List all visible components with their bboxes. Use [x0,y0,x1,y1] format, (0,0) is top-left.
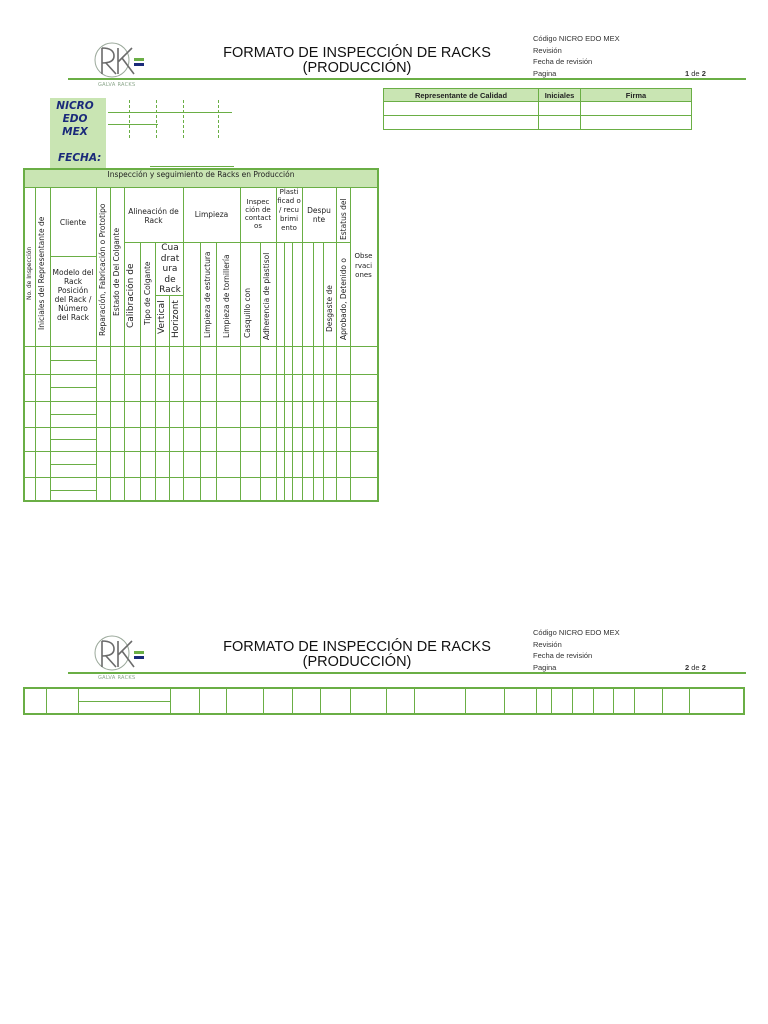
header-despunte: Despu nte [307,206,331,224]
grid-line [634,689,635,713]
grid-line [169,295,170,500]
galva-racks-logo [92,36,152,88]
divider [129,100,130,138]
header-no-inspeccion: No. de Inspección [26,246,33,300]
document-title: FORMATO DE INSPECCIÓN DE RACKS (PRODUCCIÓN) [223,45,491,76]
grid-line [25,451,377,452]
header-cuadratura: Cua drat ura de Rack [159,243,181,295]
grid-line [572,689,573,713]
grid-line [200,242,201,500]
pagina-label: Pagina [533,663,557,673]
grid-line [78,701,170,702]
document-title: FORMATO DE INSPECCIÓN DE RACKS (PRODUCCIÓN) [223,639,491,670]
grid-line [350,689,351,713]
grid-line [320,689,321,713]
revision: Revisión [533,45,562,55]
grid-line [662,689,663,713]
grid-line [465,689,466,713]
document-meta: Código NICRO EDO MEX Revisión Fecha de revisión Pagina 1 de 2 [533,33,713,80]
divider [108,124,158,125]
divider [156,100,157,138]
grid-line [170,689,171,713]
codigo: Código NICRO EDO MEX [533,34,620,43]
header-modelo: Modelo del Rack Posición del Rack / Número del Rack [52,268,94,322]
grid-line [50,256,96,257]
grid-line [96,187,97,500]
grid-line [689,689,690,713]
header-inspeccion-contactos: Inspec ción de contact os [244,198,272,230]
grid-line [35,187,36,500]
grid-line [25,346,377,347]
revision: Revisión [533,639,562,649]
grid-line [276,187,277,500]
company-name: NICRO EDO MEX [56,100,94,138]
header-iniciales: Iniciales [539,89,581,102]
grid-line [336,187,337,500]
header-limpieza: Limpieza [194,210,229,219]
grid-line [50,187,51,500]
grid-line [25,374,377,375]
header-tipo-colgante: Tipo de Colgante [143,261,152,325]
header-calibracion: Calibración de [126,263,136,328]
grid-line [199,689,200,713]
fecha-revision: Fecha de revisión [533,57,593,67]
header-iniciales: Iniciales del Representante de [37,216,46,330]
grid-line [124,187,125,500]
header-estado-colgante: Estado de Del Colgante [112,227,121,316]
grid-line [25,401,377,402]
grid-line [50,387,96,388]
grid-line [350,187,351,500]
divider [218,100,219,138]
pagina-label: Pagina [533,69,557,79]
header-horizontal: Horizont [171,300,181,338]
grid-line [110,187,111,500]
grid-line [25,477,377,478]
grid-line [183,187,184,500]
fecha-label: FECHA: [58,152,102,164]
signature-table [383,88,692,130]
logo-caption: GALVA RACKS [98,82,136,88]
grid-line [260,242,261,500]
header-firma: Firma [581,89,692,102]
grid-line [155,242,156,500]
divider [108,112,232,113]
grid-line [613,689,614,713]
grid-line [46,689,47,713]
grid-line [323,242,324,500]
grid-line [284,242,285,500]
header-estatus: Estatus del [339,198,348,240]
header-vertical: Vertical [157,300,167,334]
grid-line [536,689,537,713]
grid-line [292,689,293,713]
header-plastificado: Plasti ficad o / recu brimi ento [277,188,301,232]
grid-line [240,187,241,500]
divider [183,100,184,138]
grid-line [50,360,96,361]
grid-line [551,689,552,713]
logo-caption: GALVA RACKS [98,675,136,681]
grid-line [50,414,96,415]
grid-line [263,689,264,713]
header-rule [68,672,746,674]
grid-line [504,689,505,713]
header-limpieza-tornilleria: Limpieza de tornillería [222,254,231,338]
grid-line [216,242,217,500]
header-adherencia: Adherencia de plastisol [262,252,271,340]
header-representante: Representante de Calidad [384,89,539,102]
header-reparacion: Reparación, Fabricación o Prototipo [98,203,107,336]
grid-line [50,439,96,440]
grid-line [292,242,293,500]
grid-line [140,242,141,500]
grid-line [313,242,314,500]
grid-line [50,490,96,491]
divider [150,166,234,167]
grid-line [25,427,377,428]
header-cliente: Cliente [59,218,87,227]
document-meta: Código NICRO EDO MEX Revisión Fecha de revisión Pagina 2 de 2 [533,627,713,674]
fecha-revision: Fecha de revisión [533,651,593,661]
header-rule [68,78,746,80]
grid-line [226,689,227,713]
grid-line [414,689,415,713]
header-casquillo: Casquillo con [243,288,252,338]
header-observaciones: Obse rvaci ones [354,252,373,279]
header-aprobado: Aprobado, Detenido o [339,258,348,340]
grid-line [25,187,377,188]
header-alineacion: Alineación de Rack [128,207,179,225]
inspection-table-title: Inspección y seguimiento de Racks en Producción [25,170,377,187]
header-limpieza-estructura: Limpieza de estructura [203,251,212,338]
grid-line [386,689,387,713]
codigo: Código NICRO EDO MEX [533,628,620,637]
grid-line [593,689,594,713]
grid-line [302,187,303,500]
header-desgaste: Desgaste de [325,285,334,332]
grid-line [50,464,96,465]
